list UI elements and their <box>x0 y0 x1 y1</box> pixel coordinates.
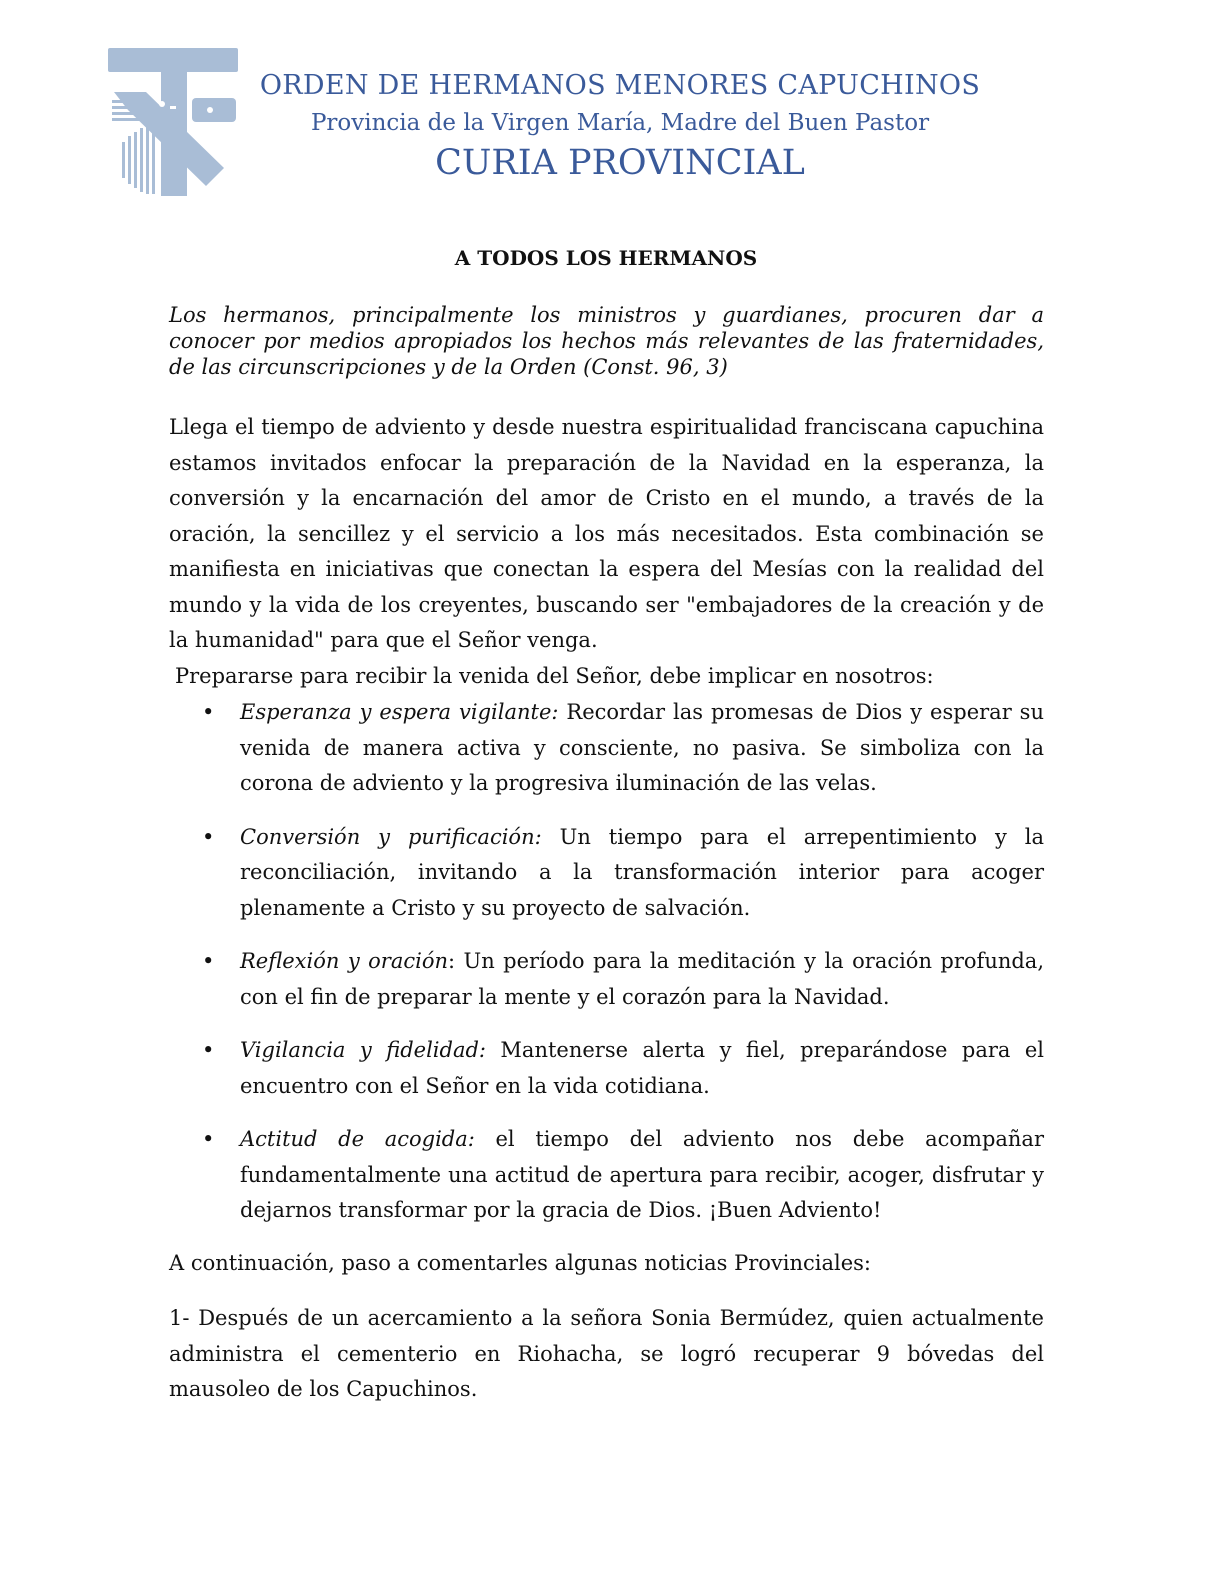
curia-title: CURIA PROVINCIAL <box>435 143 805 183</box>
list-item-text: el tiempo del adviento nos debe acompañar fundamentalmente una actitud de apertura para recibir, acoger, disfrutar y dejarnos transformar por la gracia de Dios. ¡Buen Adviento! <box>240 1127 1044 1222</box>
advent-paragraph: Llega el tiempo de adviento y desde nuestra espiritualidad franciscana capuchina estamos invitados enfocar la preparación de la Navidad en la esperanza, la conversión y la encarnación del amor de Cristo en el mundo, a través de la oración, la sencillez y el servicio a los más necesitados. Esta combinación se manifiesta en iniciativas que conectan la espera del Mesías con la realidad del mundo y la vida de los creyentes, buscando ser "embajadores de la creación y de la humanidad" para que el Señor venga. <box>169 415 1044 652</box>
list-item-text: Mantenerse alerta y fiel, preparándose para el encuentro con el Señor en la vida cotidiana. <box>240 1038 1044 1098</box>
document-title: A TODOS LOS HERMANOS <box>454 246 758 270</box>
list-item-text: Un tiempo para el arrepentimiento y la reconciliación, invitando a la transformación interior para acoger plenamente a Cristo y su proyecto de salvación. <box>240 824 1044 920</box>
list-item <box>169 820 1044 927</box>
list-item-term: Reflexión y oración <box>240 949 448 973</box>
news-item-1: 1- Después de un acercamiento a la señora Sonia Bermúdez, quien actualmente administra el cementerio en Riohacha, se logró recuperar 9 bóvedas del mausoleo de los Capuchinos. <box>169 1306 1044 1401</box>
list-item-text: Recordar las promesas de Dios y esperar su venida de manera activa y consciente, no pasiva. Se simboliza con la corona de adviento y la progresiva iluminación de las velas. <box>240 700 1044 795</box>
list-item <box>169 944 1044 1015</box>
preparation-intro: Prepararse para recibir la venida del Señor, debe implicar en nosotros: <box>175 664 934 688</box>
order-name: ORDEN DE HERMANOS MENORES CAPUCHINOS <box>259 70 981 101</box>
list-item-term: Vigilancia y fidelidad: <box>240 1038 486 1062</box>
province-name: Provincia de la Virgen María, Madre del Buen Pastor <box>310 110 930 136</box>
list-item <box>169 1122 1044 1229</box>
list-item-term: Esperanza y espera vigilante: <box>240 700 559 724</box>
list-item <box>169 695 1044 802</box>
list-item <box>169 1033 1044 1104</box>
advent-attitudes-list <box>169 695 1044 1247</box>
list-item-term: Conversión y purificación: <box>240 824 542 849</box>
list-item-text: : Un período para la meditación y la oración profunda, con el fin de preparar la mente y el corazón para la Navidad. <box>240 949 1045 1009</box>
constitution-quote: Los hermanos, principalmente los ministros y guardianes, procuren dar a conocer por medios apropiados los hechos más relevantes de las fraternidades, de las circunscripciones y de la Orden (Const. 96, 3) <box>169 303 1044 379</box>
list-item-term: Actitud de acogida: <box>240 1127 475 1151</box>
news-intro: A continuación, paso a comentarles algunas noticias Provinciales: <box>169 1251 871 1275</box>
